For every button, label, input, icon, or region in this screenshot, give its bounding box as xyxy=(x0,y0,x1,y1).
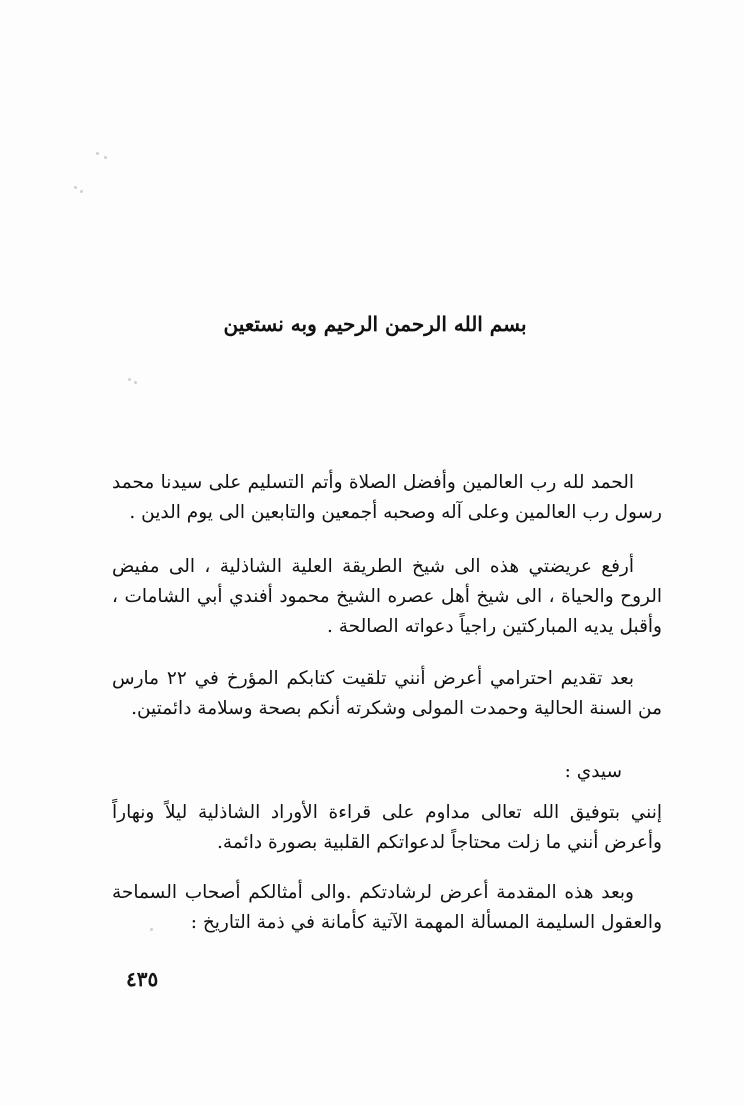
scan-speck xyxy=(128,378,131,381)
paragraph: إنني بتوفيق الله تعالى مداوم على قراءة الأوراد الشاذلية ليلاً ونهاراً وأعرض أنني ما زلت محتاجاً لدعواتكم القلبية بصورة دائمة. xyxy=(112,802,662,853)
scan-speck xyxy=(104,156,107,159)
page-number: ٤٣٥ xyxy=(126,967,159,991)
paragraph: الحمد لله رب العالمين وأفضل الصلاة وأتم التسليم على سيدنا محمد رسول رب العالمين وعلى آله وصحبه أجمعين والتابعين الى يوم الدين . xyxy=(112,472,662,523)
scan-speck xyxy=(134,381,137,384)
scan-speck xyxy=(74,186,77,189)
paragraph: بعد تقديم احترامي أعرض أنني تلقيت كتابكم المؤرخ في ٢٢ مارس من السنة الحالية وحمدت المولى وشكرته أنكم بصحة وسلامة دائمتين. xyxy=(112,668,662,719)
paragraph: أرفع عريضتي هذه الى شيخ الطريقة العلية الشاذلية ، الى مفيض الروح والحياة ، الى شيخ أهل عصره الشيخ محمود أفندي أبي الشامات ، وأقبل يديه المباركتين راجياً دعواته الصالحة . xyxy=(112,556,662,637)
scan-speck xyxy=(96,152,99,155)
page-heading: بسم الله الرحمن الرحيم وبه نستعين xyxy=(223,312,527,336)
paragraph: وبعد هذه المقدمة أعرض لرشادتكم .والى أمثالكم أصحاب السماحة والعقول السليمة المسألة المهمة الآتية كأمانة في ذمة التاريخ : xyxy=(112,882,662,933)
salutation: سيدي : xyxy=(564,761,622,782)
scan-speck xyxy=(80,190,83,193)
